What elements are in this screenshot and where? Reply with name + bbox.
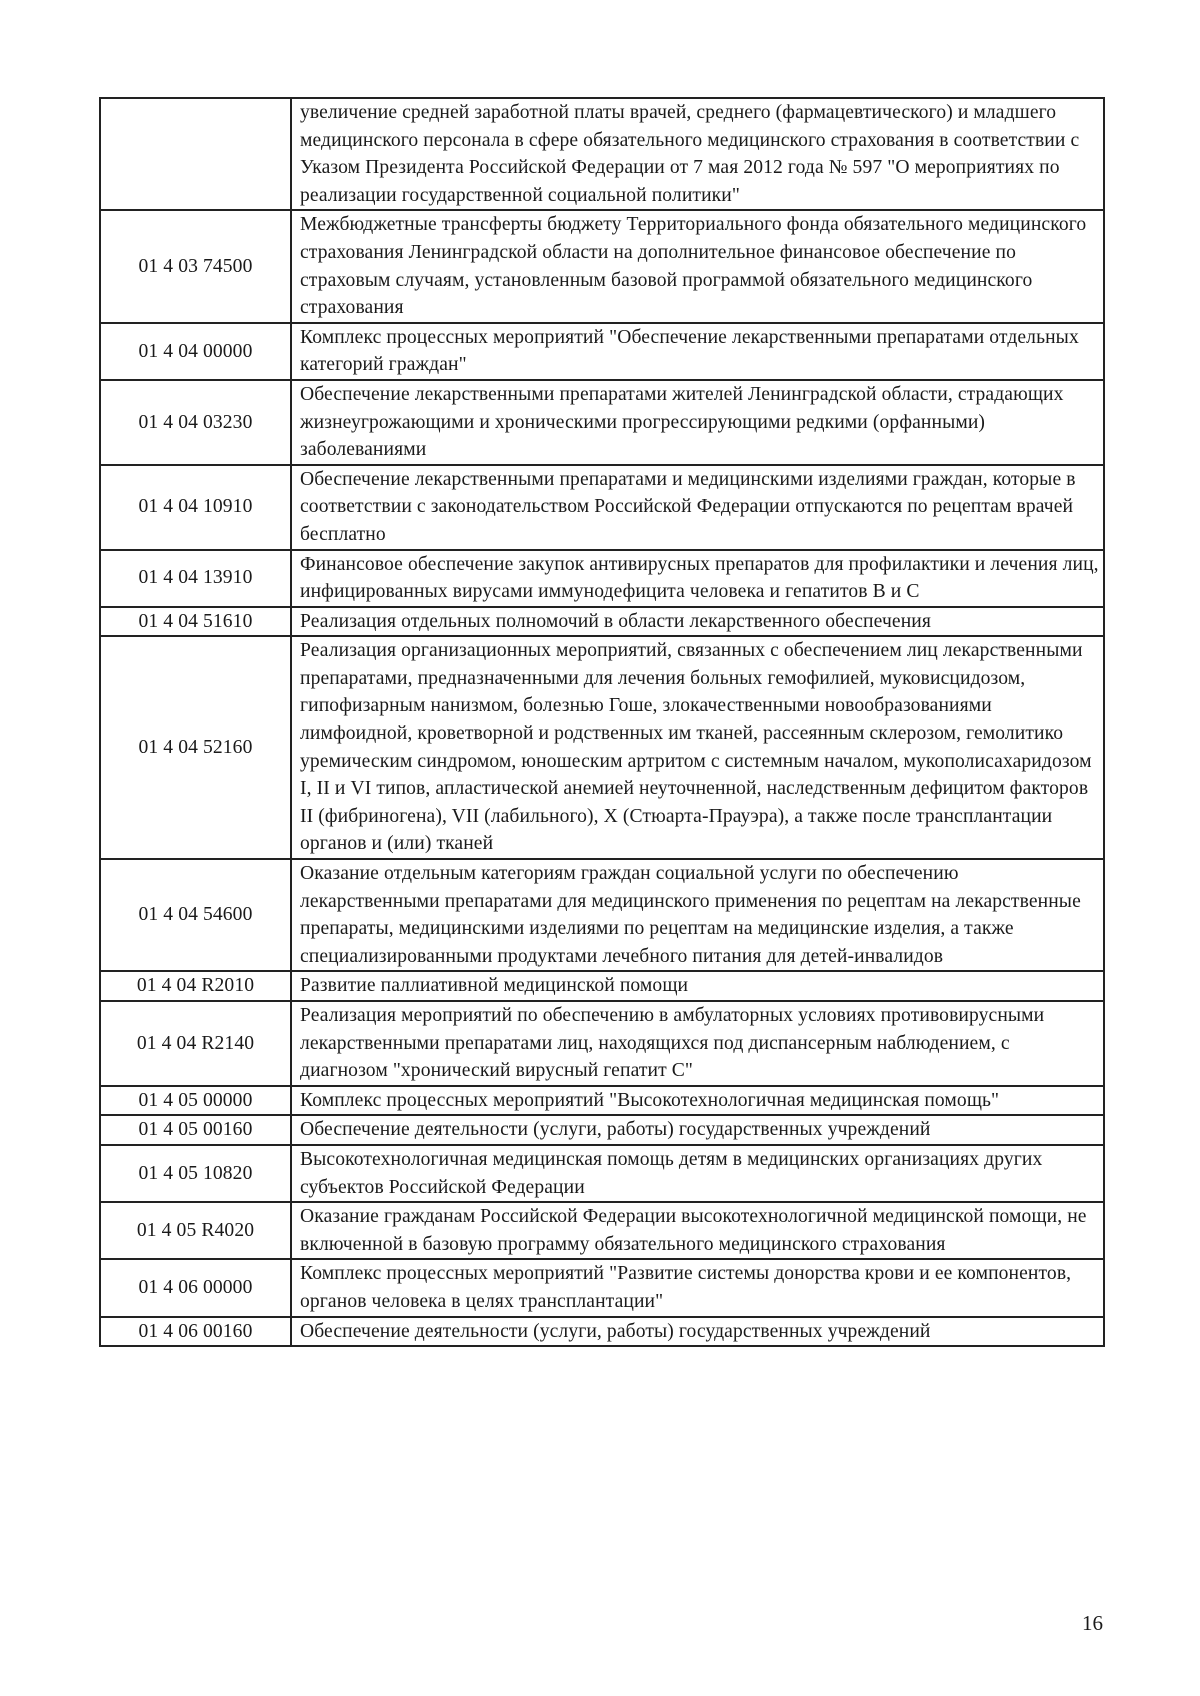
budget-code-cell: 01 4 04 51610 bbox=[100, 607, 291, 637]
table-row bbox=[100, 1202, 1104, 1259]
description-cell: Реализация организационных мероприятий, связанных с обеспечением лиц лекарственными препаратами, предназначенными для лечения больных гемофилией, муковисцидозом, гипофизарным нанизмом, болезнью Гоше, злокачественными новообразованиями лимфоидной, кроветворной и родственных им тканей, рассеянным склерозом, гемолитико уремическим синдромом, юношеским артритом с системным началом, мукополисахаридозом I, II и VI типов, апластической анемией неуточненной, наследственным дефицитом факторов II (фибриногена), VII (лабильного), X (Стюарта-Прауэра), а также после трансплантации органов и (или) тканей bbox=[291, 636, 1104, 859]
table-row bbox=[100, 1001, 1104, 1086]
budget-code-cell: 01 4 05 R4020 bbox=[100, 1202, 291, 1259]
table-row bbox=[100, 465, 1104, 550]
page-number: 16 bbox=[1082, 1611, 1103, 1635]
table-row bbox=[100, 607, 1104, 637]
budget-code-cell bbox=[100, 98, 291, 210]
table-row bbox=[100, 1259, 1104, 1316]
description-cell: Комплекс процессных мероприятий "Развитие системы донорства крови и ее компонентов, органов человека в целях трансплантации" bbox=[291, 1259, 1104, 1316]
table-row bbox=[100, 98, 1104, 210]
budget-code-cell: 01 4 05 00160 bbox=[100, 1115, 291, 1145]
table-row bbox=[100, 380, 1104, 465]
budget-code-cell: 01 4 04 10910 bbox=[100, 465, 291, 550]
budget-code-cell: 01 4 05 10820 bbox=[100, 1145, 291, 1202]
description-cell: увеличение средней заработной платы врачей, среднего (фармацевтического) и младшего медицинского персонала в сфере обязательного медицинского страхования в соответствии с Указом Президента Российской Федерации от 7 мая 2012 года № 597 "О мероприятиях по реализации государственной социальной политики" bbox=[291, 98, 1104, 210]
budget-code-cell: 01 4 04 R2140 bbox=[100, 1001, 291, 1086]
table-row bbox=[100, 859, 1104, 971]
description-cell: Межбюджетные трансферты бюджету Территориального фонда обязательного медицинского страхования Ленинградской области на дополнительное финансовое обеспечение по страховым случаям, установленным базовой программой обязательного медицинского страхования bbox=[291, 210, 1104, 322]
table-row bbox=[100, 1086, 1104, 1116]
budget-code-cell: 01 4 03 74500 bbox=[100, 210, 291, 322]
description-cell: Оказание гражданам Российской Федерации высокотехнологичной медицинской помощи, не включенной в базовую программу обязательного медицинского страхования bbox=[291, 1202, 1104, 1259]
description-cell: Комплекс процессных мероприятий "Обеспечение лекарственными препаратами отдельных категорий граждан" bbox=[291, 323, 1104, 380]
description-cell: Развитие паллиативной медицинской помощи bbox=[291, 971, 1104, 1001]
table-row bbox=[100, 1317, 1104, 1347]
budget-code-cell: 01 4 04 00000 bbox=[100, 323, 291, 380]
table-row bbox=[100, 550, 1104, 607]
budget-code-table bbox=[99, 97, 1105, 1347]
description-cell: Оказание отдельным категориям граждан социальной услуги по обеспечению лекарственными препаратами для медицинского применения по рецептам на лекарственные препараты, медицинскими изделиями по рецептам на медицинские изделия, а также специализированными продуктами лечебного питания для детей-инвалидов bbox=[291, 859, 1104, 971]
budget-code-cell: 01 4 06 00000 bbox=[100, 1259, 291, 1316]
description-cell: Обеспечение деятельности (услуги, работы) государственных учреждений bbox=[291, 1317, 1104, 1347]
description-cell: Обеспечение лекарственными препаратами жителей Ленинградской области, страдающих жизнеугрожающими и хроническими прогрессирующими редкими (орфанными) заболеваниями bbox=[291, 380, 1104, 465]
table-row bbox=[100, 636, 1104, 859]
description-cell: Обеспечение лекарственными препаратами и медицинскими изделиями граждан, которые в соответствии с законодательством Российской Федерации отпускаются по рецептам врачей бесплатно bbox=[291, 465, 1104, 550]
budget-code-cell: 01 4 05 00000 bbox=[100, 1086, 291, 1116]
budget-code-cell: 01 4 06 00160 bbox=[100, 1317, 291, 1347]
description-cell: Реализация мероприятий по обеспечению в амбулаторных условиях противовирусными лекарственными препаратами лиц, находящихся под диспансерным наблюдением, с диагнозом "хронический вирусный гепатит С" bbox=[291, 1001, 1104, 1086]
budget-code-cell: 01 4 04 13910 bbox=[100, 550, 291, 607]
description-cell: Реализация отдельных полномочий в области лекарственного обеспечения bbox=[291, 607, 1104, 637]
description-cell: Высокотехнологичная медицинская помощь детям в медицинских организациях других субъектов Российской Федерации bbox=[291, 1145, 1104, 1202]
description-cell: Финансовое обеспечение закупок антивирусных препаратов для профилактики и лечения лиц, инфицированных вирусами иммунодефицита человека и гепатитов В и С bbox=[291, 550, 1104, 607]
description-cell: Комплекс процессных мероприятий "Высокотехнологичная медицинская помощь" bbox=[291, 1086, 1104, 1116]
table-row bbox=[100, 1145, 1104, 1202]
budget-code-cell: 01 4 04 03230 bbox=[100, 380, 291, 465]
table-row bbox=[100, 971, 1104, 1001]
budget-code-cell: 01 4 04 54600 bbox=[100, 859, 291, 971]
description-cell: Обеспечение деятельности (услуги, работы) государственных учреждений bbox=[291, 1115, 1104, 1145]
budget-code-cell: 01 4 04 52160 bbox=[100, 636, 291, 859]
table-row bbox=[100, 323, 1104, 380]
table-row bbox=[100, 210, 1104, 322]
budget-code-cell: 01 4 04 R2010 bbox=[100, 971, 291, 1001]
table-row bbox=[100, 1115, 1104, 1145]
table-body bbox=[100, 98, 1104, 1346]
